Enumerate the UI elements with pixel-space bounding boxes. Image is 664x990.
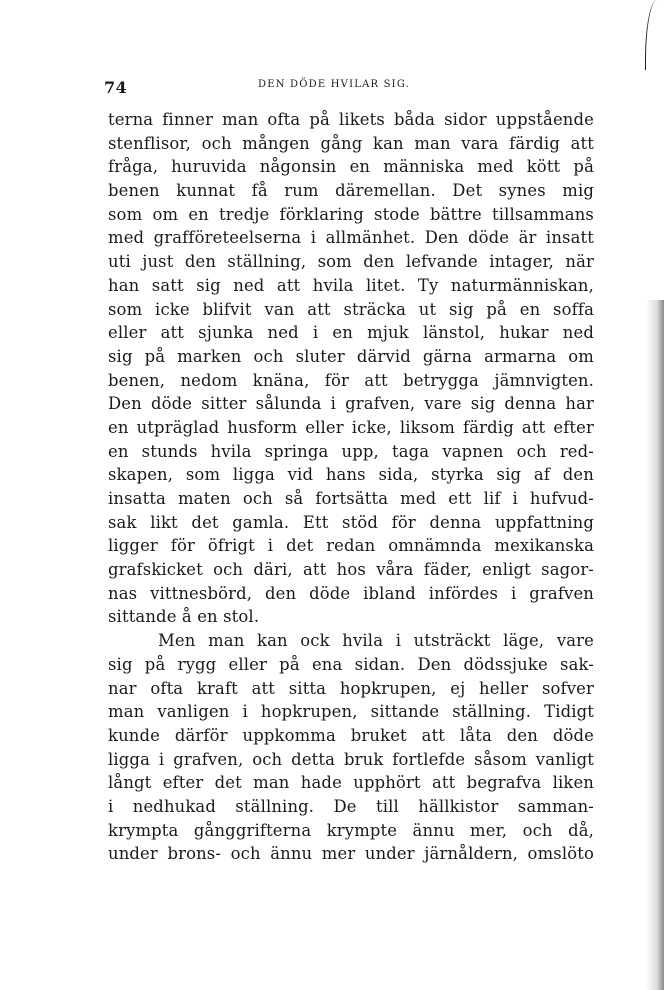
text-line: benen, nedom knäna, för att betrygga jämnvigten. bbox=[108, 370, 594, 390]
text-line: som om en tredje förklaring stode bättre tillsammans bbox=[108, 204, 594, 224]
text-line: benen kunnat få rum däremellan. Det synes mig bbox=[108, 181, 594, 201]
text-line: eller att sjunka ned i en mjuk länstol, hukar ned bbox=[108, 323, 594, 343]
text-line: krympta gånggrifterna krympte ännu mer, och då, bbox=[108, 820, 594, 840]
text-line: med grafföreteelserna i allmänhet. Den döde är insatt bbox=[108, 228, 594, 248]
text-line: ligga i grafven, och detta bruk fortlefde såsom vanligt bbox=[108, 749, 594, 769]
text-line: sig på marken och sluter därvid gärna armarna om bbox=[108, 346, 594, 366]
text-line: långt efter det man hade upphört att begrafva liken bbox=[108, 773, 594, 793]
text-line: i nedhukad ställning. De till hällkistor samman- bbox=[108, 796, 594, 816]
page-number: 74 bbox=[104, 78, 128, 97]
paragraph-start-line: Men man kan ock hvila i utsträckt läge, vare bbox=[158, 631, 594, 651]
text-line: nar ofta kraft att sitta hopkrupen, ej heller sofver bbox=[108, 678, 594, 698]
text-line: en utpräglad husform eller icke, liksom färdig att efter bbox=[108, 417, 594, 437]
text-line: han satt sig ned att hvila litet. Ty naturmänniskan, bbox=[108, 275, 594, 295]
text-line: Den döde sitter sålunda i grafven, vare sig denna har bbox=[108, 394, 594, 414]
page-edge-curl bbox=[645, 0, 658, 70]
text-line: terna finner man ofta på likets båda sidor uppstående bbox=[108, 110, 594, 129]
text-line: man vanligen i hopkrupen, sittande ställning. Tidigt bbox=[108, 702, 594, 722]
text-line: under brons- och ännu mer under järnåldern, omslöto bbox=[108, 844, 594, 864]
text-line: kunde därför uppkomma bruket att låta den döde bbox=[108, 725, 594, 745]
text-line: grafskicket och däri, att hos våra fäder, enligt sagor- bbox=[108, 560, 594, 580]
text-line: nas vittnesbörd, den döde ibland infördes i grafven bbox=[108, 583, 594, 603]
running-head: DEN DÖDE HVILAR SIG. bbox=[258, 79, 411, 90]
text-line: insatta maten och så fortsätta med ett lif i hufvud- bbox=[108, 489, 594, 508]
text-line: sak likt det gamla. Ett stöd för denna uppfattning bbox=[108, 512, 594, 532]
paragraph-end-line: sittande å en stol. bbox=[108, 607, 260, 627]
text-line: en stunds hvila springa upp, taga vapnen och red- bbox=[108, 441, 594, 461]
text-line: fråga, huruvida någonsin en människa med kött på bbox=[108, 157, 594, 177]
page-edge-shadow bbox=[646, 300, 664, 990]
text-line: som icke blifvit van att sträcka ut sig på en soffa bbox=[108, 299, 594, 319]
text-line: stenflisor, och mången gång kan man vara färdig att bbox=[108, 133, 594, 153]
text-line: sig på rygg eller på ena sidan. Den dödssjuke sak- bbox=[108, 654, 594, 674]
text-line: skapen, som ligga vid hans sida, styrka sig af den bbox=[108, 465, 594, 485]
body-text bbox=[108, 108, 594, 866]
text-line: ligger för öfrigt i det redan omnämnda mexikanska bbox=[108, 536, 594, 556]
text-line: uti just den ställning, som den lefvande intager, när bbox=[108, 252, 594, 272]
